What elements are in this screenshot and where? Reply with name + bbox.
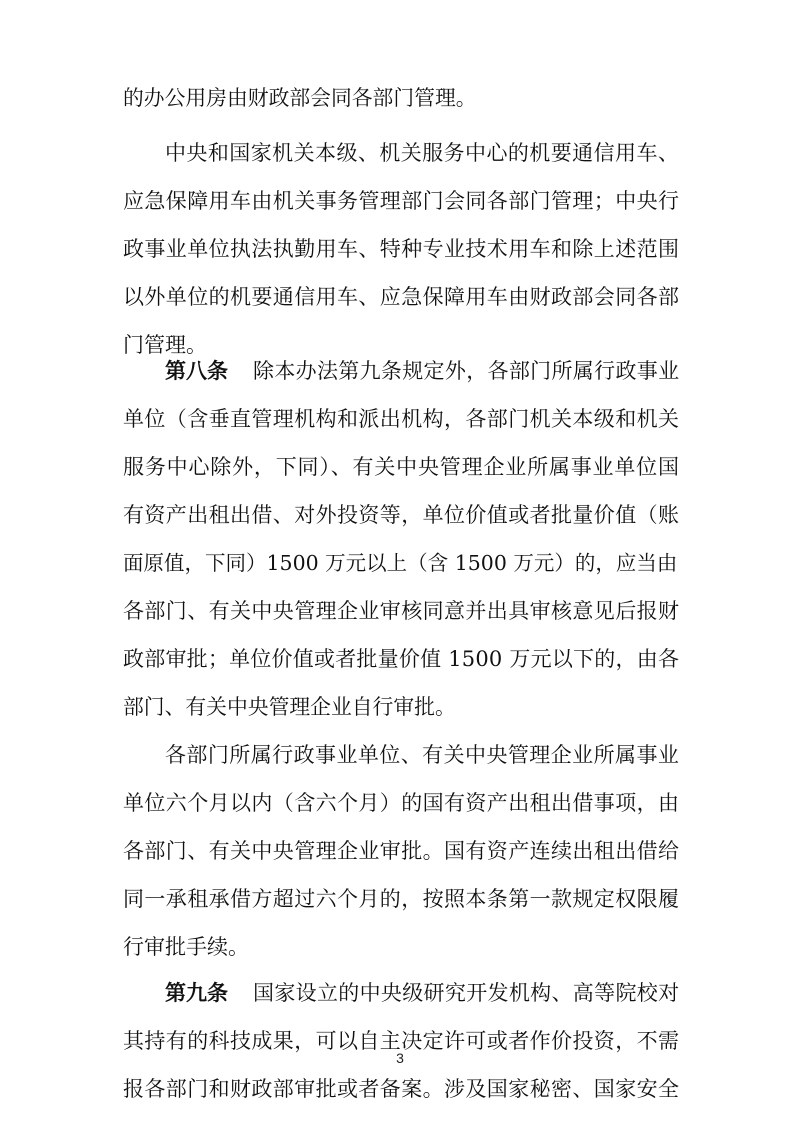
- text-line: [0, 277, 800, 317]
- text-segment: 同一承租承借方超过六个月的，按照本条第一款规定权限履: [123, 887, 680, 911]
- text-segment: 各部门、有关中央管理企业审批。国有资产连续出租出借给: [123, 839, 680, 863]
- text-line: [0, 591, 800, 631]
- text-segment: 单位六个月以内（含六个月）的国有资产出租出借事项，由: [123, 791, 680, 815]
- text-line: [0, 1069, 800, 1109]
- text-line: [0, 78, 800, 118]
- text-segment: 部门、有关中央管理企业自行审批。: [123, 695, 456, 719]
- text-segment: 单位（含垂直管理机构和派出机构，各部门机关本级和机关: [123, 407, 680, 431]
- text-line: [0, 351, 800, 391]
- text-segment: 中央和国家机关本级、机关服务中心的机要通信用车、: [165, 141, 680, 165]
- text-segment: 门管理。: [123, 333, 207, 357]
- text-line: [0, 687, 800, 727]
- text-line: [0, 229, 800, 269]
- text-segment: 政事业单位执法执勤用车、特种专业技术用车和除上述范围: [123, 237, 680, 261]
- text-segment: 行审批手续。: [123, 935, 249, 959]
- text-segment: 其持有的科技成果，可以自主决定许可或者作价投资，不需: [123, 1029, 680, 1053]
- text-line: [0, 399, 800, 439]
- text-segment: 以外单位的机要通信用车、应急保障用车由财政部会同各部: [123, 285, 680, 309]
- text-line: [0, 181, 800, 221]
- text-line: [0, 543, 800, 583]
- article-heading: 第九条: [165, 981, 228, 1005]
- text-segment: 各部门、有关中央管理企业审核同意并出具审核意见后报财: [123, 599, 680, 623]
- text-segment: 国家设立的中央级研究开发机构、高等院校对: [253, 981, 680, 1005]
- text-segment: 服务中心除外，下同）、有关中央管理企业所属事业单位国: [123, 455, 680, 479]
- text-segment: 应急保障用车由机关事务管理部门会同各部门管理；中央行: [123, 189, 680, 213]
- page-number: 3: [396, 1050, 404, 1066]
- text-segment: 政部审批；单位价值或者批量价值 1500 万元以下的，由各: [123, 647, 680, 671]
- text-segment: 报各部门和财政部审批或者备案。涉及国家秘密、国家安全: [123, 1077, 680, 1101]
- text-segment: 面原值，下同）1500 万元以上（含 1500 万元）的，应当由: [123, 551, 678, 575]
- text-segment: 各部门所属行政事业单位、有关中央管理企业所属事业: [165, 743, 680, 767]
- text-segment: 的办公用房由财政部会同各部门管理。: [123, 86, 477, 110]
- text-line: [0, 831, 800, 871]
- text-line: [0, 133, 800, 173]
- text-line: [0, 639, 800, 679]
- text-line: [0, 447, 800, 487]
- text-segment: 除本办法第九条规定外，各部门所属行政事业: [253, 359, 680, 383]
- text-segment: 有资产出租出借、对外投资等，单位价值或者批量价值（账: [123, 503, 680, 527]
- text-line: [0, 735, 800, 775]
- article-heading: 第八条: [165, 359, 228, 383]
- text-line: [0, 783, 800, 823]
- text-line: [0, 495, 800, 535]
- text-line: [0, 973, 800, 1013]
- text-line: [0, 927, 800, 967]
- text-line: [0, 879, 800, 919]
